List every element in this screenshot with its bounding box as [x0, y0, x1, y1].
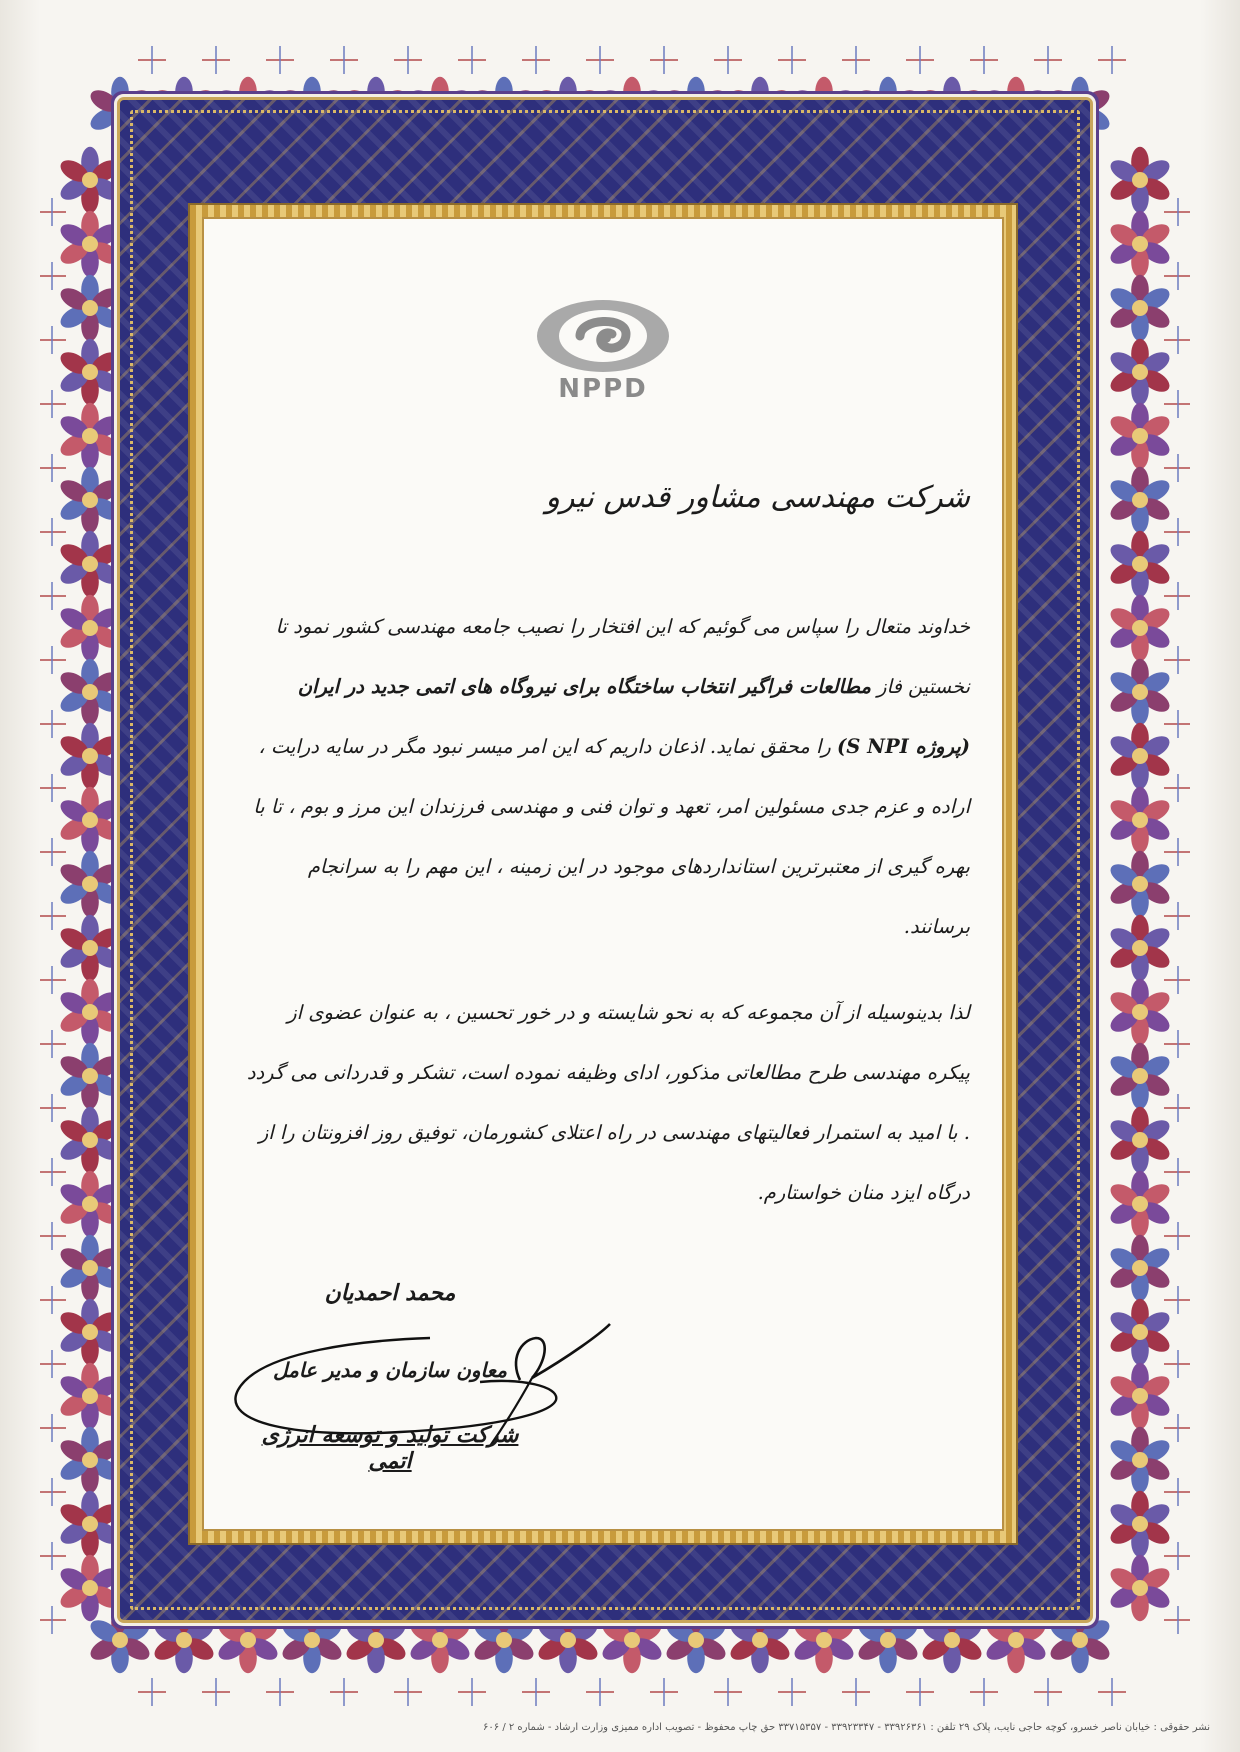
flower-motif-icon [57, 1235, 123, 1301]
cross-ornament-icon [1164, 1222, 1190, 1250]
cross-ornament-icon [1098, 46, 1126, 74]
flower-motif-icon [1107, 467, 1173, 533]
cross-ornament-icon [40, 1286, 66, 1314]
cross-ornament-icon [714, 46, 742, 74]
paragraph-1-intro: خداوند متعال را سپاس می گوئیم که این افتخار را نصیب جامعه مهندسی کشور نمود تا نخستین فاز [275, 615, 970, 698]
cross-ornament-icon [40, 1478, 66, 1506]
flower-motif-icon [57, 211, 123, 277]
cross-ornament-icon [1164, 1286, 1190, 1314]
flower-motif-icon [57, 403, 123, 469]
flower-motif-icon [1107, 1555, 1173, 1621]
paragraph-1-end: را محقق نماید. [709, 735, 831, 758]
flower-motif-icon [1107, 1043, 1173, 1109]
company-name: شرکت مهندسی مشاور قدس نیرو [545, 480, 970, 515]
flower-motif-icon [57, 531, 123, 597]
cross-ornament-icon [650, 1678, 678, 1706]
paragraph-1 [240, 597, 970, 957]
cross-ornament-icon [522, 46, 550, 74]
cross-ornament-icon [40, 262, 66, 290]
cross-ornament-icon [40, 1030, 66, 1058]
flower-motif-icon [1107, 595, 1173, 661]
signer-role: معاون سازمان و مدیر عامل [272, 1358, 507, 1382]
cross-ornament-icon [40, 710, 66, 738]
flower-motif-icon [57, 147, 123, 213]
flower-motif-icon [1107, 211, 1173, 277]
cross-ornament-icon [586, 1678, 614, 1706]
flower-motif-icon [1107, 147, 1173, 213]
cross-ornament-icon [40, 1414, 66, 1442]
flower-motif-icon [1107, 979, 1173, 1045]
cross-ornament-icon [906, 46, 934, 74]
cross-ornament-icon [650, 46, 678, 74]
cross-ornament-icon [778, 46, 806, 74]
flower-motif-icon [57, 1299, 123, 1365]
flower-motif-icon [1107, 339, 1173, 405]
cross-ornament-icon [522, 1678, 550, 1706]
cross-ornament-icon [1164, 198, 1190, 226]
cross-ornament-icon [1164, 1350, 1190, 1378]
cross-ornament-icon [1164, 838, 1190, 866]
flower-motif-icon [57, 851, 123, 917]
signature-block [240, 1280, 540, 1474]
cross-ornament-icon [40, 966, 66, 994]
cross-ornament-icon [266, 46, 294, 74]
cross-ornament-icon [1164, 262, 1190, 290]
cross-ornament-icon [1164, 326, 1190, 354]
cross-ornament-icon [1164, 1478, 1190, 1506]
cross-ornament-icon [202, 46, 230, 74]
flower-motif-icon [1107, 403, 1173, 469]
flower-motif-icon [1107, 915, 1173, 981]
flower-motif-icon [1107, 723, 1173, 789]
cross-ornament-icon [1164, 710, 1190, 738]
flower-motif-icon [57, 1171, 123, 1237]
cross-ornament-icon [1034, 1678, 1062, 1706]
cross-ornament-icon [778, 1678, 806, 1706]
flower-motif-icon [1107, 1491, 1173, 1557]
flower-motif-icon [57, 1363, 123, 1429]
cross-ornament-icon [40, 774, 66, 802]
cross-ornament-icon [40, 838, 66, 866]
cross-ornament-icon [842, 46, 870, 74]
flower-motif-icon [1107, 787, 1173, 853]
flower-motif-icon [1107, 1363, 1173, 1429]
cross-ornament-icon [138, 1678, 166, 1706]
cross-ornament-icon [842, 1678, 870, 1706]
cross-ornament-icon [40, 518, 66, 546]
npp-swirl-logo-icon [528, 298, 678, 378]
cross-ornament-icon [40, 582, 66, 610]
paragraph-1-rest: اذعان داریم که این امر میسر نبود مگر در سایه درایت ، اراده و عزم جدی مسئولین امر، تعهد و توان فنی و مهندسی فرزندان این مرز و بوم ، تا با بهره گیری از معتبرترین استانداردهای موجود در این زمینه ، این مهم را به سرانجام برسانند. [253, 735, 970, 938]
cross-ornament-icon [1098, 1678, 1126, 1706]
cross-ornament-icon [40, 1542, 66, 1570]
print-footer: نشر حقوقی : خیابان ناصر خسرو، کوچه حاجی نایب، پلاک ۲۹ تلفن : ۳۳۹۲۶۳۶۱ - ۳۳۹۲۳۳۴۷ - ۳۳۷۱۵۳۵۷ حق چاپ محفوظ - تصویب اداره ممیزی وزارت ارشاد - شماره ۲ / ۶۰۶ [483, 1722, 1210, 1733]
flower-motif-icon [57, 1555, 123, 1621]
flower-motif-icon [57, 979, 123, 1045]
cross-ornament-icon [40, 326, 66, 354]
cross-ornament-icon [970, 1678, 998, 1706]
flower-motif-icon [57, 787, 123, 853]
flower-motif-icon [1107, 1235, 1173, 1301]
cross-ornament-icon [202, 1678, 230, 1706]
cross-ornament-icon [330, 1678, 358, 1706]
cross-ornament-icon [714, 1678, 742, 1706]
flower-motif-icon [1107, 1427, 1173, 1493]
cross-ornament-icon [906, 1678, 934, 1706]
cross-ornament-icon [1164, 454, 1190, 482]
flower-motif-icon [1107, 659, 1173, 725]
paragraph-2: لذا بدینوسیله از آن مجموعه که به نحو شایسته و در خور تحسین ، به عنوان عضوی از پیکره مهندسی طرح مطالعاتی مذکور، ادای وظیفه نموده است، تشکر و قدردانی می گردد . با امید به استمرار فعالیتهای مهندسی در راه اعتلای کشورمان، توفیق روز افزونتان را از درگاه ایزد منان خواستارم. [246, 1001, 970, 1204]
cross-ornament-icon [1164, 1158, 1190, 1186]
flower-motif-icon [1107, 531, 1173, 597]
flower-motif-icon [57, 1107, 123, 1173]
cross-ornament-icon [1164, 582, 1190, 610]
cross-ornament-icon [40, 1350, 66, 1378]
cross-ornament-icon [1164, 390, 1190, 418]
cross-ornament-icon [138, 46, 166, 74]
cross-ornament-icon [394, 1678, 422, 1706]
cross-ornament-icon [266, 1678, 294, 1706]
cross-ornament-icon [40, 902, 66, 930]
cross-ornament-icon [586, 46, 614, 74]
cross-ornament-icon [40, 1606, 66, 1634]
cross-ornament-icon [40, 1222, 66, 1250]
cross-ornament-icon [40, 454, 66, 482]
cross-ornament-icon [1164, 518, 1190, 546]
logo-text: NPPD [558, 374, 648, 404]
flower-motif-icon [57, 915, 123, 981]
flower-motif-icon [57, 1491, 123, 1557]
cross-ornament-icon [1164, 1542, 1190, 1570]
flower-motif-icon [1107, 275, 1173, 341]
flower-motif-icon [57, 275, 123, 341]
flower-motif-icon [57, 339, 123, 405]
company-logo [528, 298, 678, 408]
flower-motif-icon [57, 1427, 123, 1493]
project-title: مطالعات فراگیر انتخاب ساختگاه برای نیروگاه های اتمی جدید در ایران (پروژه S NPI) [297, 675, 970, 758]
flower-motif-icon [57, 467, 123, 533]
cross-ornament-icon [40, 646, 66, 674]
flower-motif-icon [1107, 1299, 1173, 1365]
flower-motif-icon [57, 723, 123, 789]
cross-ornament-icon [40, 198, 66, 226]
cross-ornament-icon [40, 1158, 66, 1186]
cross-ornament-icon [1164, 646, 1190, 674]
flower-motif-icon [57, 659, 123, 725]
signer-name: محمد احمدیان [324, 1280, 456, 1306]
certificate-body [240, 480, 970, 1223]
cross-ornament-icon [1164, 774, 1190, 802]
cross-ornament-icon [458, 46, 486, 74]
cross-ornament-icon [1164, 1094, 1190, 1122]
flower-motif-icon [57, 595, 123, 661]
cross-ornament-icon [1164, 1030, 1190, 1058]
cross-ornament-icon [40, 390, 66, 418]
flower-motif-icon [57, 1043, 123, 1109]
flower-motif-icon [1107, 851, 1173, 917]
signer-organization: شرکت تولید و توسعه انرژی اتمی [261, 1422, 519, 1474]
cross-ornament-icon [1164, 902, 1190, 930]
cross-ornament-icon [970, 46, 998, 74]
cross-ornament-icon [1164, 966, 1190, 994]
flower-motif-icon [1107, 1107, 1173, 1173]
cross-ornament-icon [40, 1094, 66, 1122]
flower-motif-icon [1107, 1171, 1173, 1237]
cross-ornament-icon [1164, 1414, 1190, 1442]
cross-ornament-icon [1034, 46, 1062, 74]
cross-ornament-icon [458, 1678, 486, 1706]
cross-ornament-icon [394, 46, 422, 74]
cross-ornament-icon [1164, 1606, 1190, 1634]
cross-ornament-icon [330, 46, 358, 74]
